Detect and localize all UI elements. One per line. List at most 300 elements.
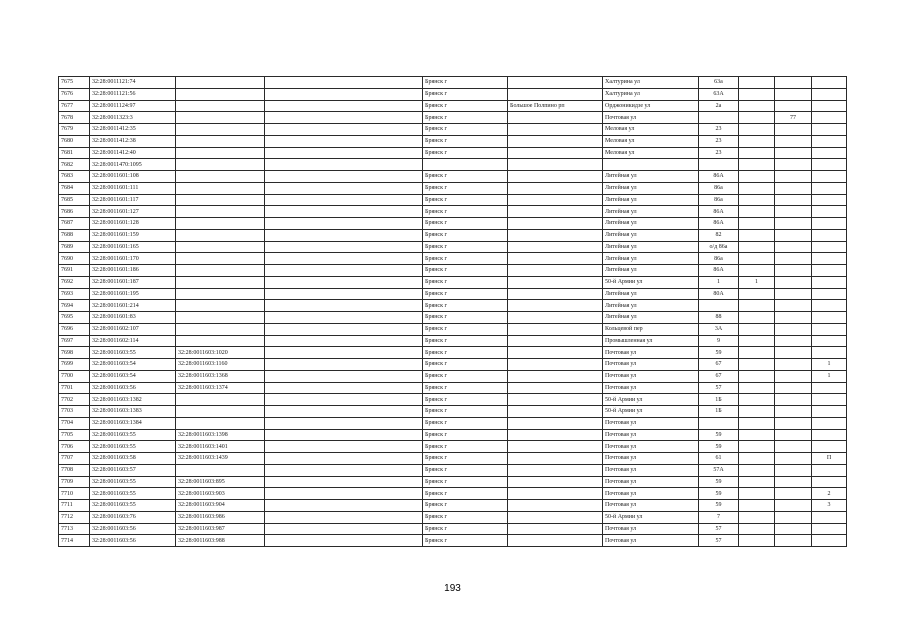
street-cell: Литейная ул bbox=[603, 171, 699, 183]
table-row bbox=[59, 488, 847, 500]
extra-c-cell bbox=[775, 241, 812, 253]
street-cell: Литейная ул bbox=[603, 288, 699, 300]
extra-d-cell bbox=[812, 276, 847, 288]
extra-b-cell bbox=[739, 441, 775, 453]
table-row bbox=[59, 147, 847, 159]
city-cell: Брянск г bbox=[423, 229, 508, 241]
settlement-cell bbox=[508, 88, 603, 100]
city-cell: Брянск г bbox=[423, 359, 508, 371]
extra-b-cell bbox=[739, 147, 775, 159]
house-number-cell: 61 bbox=[699, 453, 739, 465]
cadastral-number-cell: 32:28:0011603:57 bbox=[90, 464, 176, 476]
city-cell: Брянск г bbox=[423, 441, 508, 453]
house-number-cell: 59 bbox=[699, 476, 739, 488]
table-row bbox=[59, 429, 847, 441]
table-row bbox=[59, 476, 847, 488]
cadastral-number-cell: 32:28:0011603:56 bbox=[90, 382, 176, 394]
extra-d-cell bbox=[812, 464, 847, 476]
empty-column-cell bbox=[265, 488, 423, 500]
house-number-cell: 82 bbox=[699, 229, 739, 241]
house-number-cell: 59 bbox=[699, 488, 739, 500]
row-number-cell: 7681 bbox=[59, 147, 90, 159]
extra-b-cell bbox=[739, 511, 775, 523]
extra-b-cell bbox=[739, 370, 775, 382]
extra-c-cell bbox=[775, 488, 812, 500]
cadastral-number-cell: 32:28:0011603:76 bbox=[90, 511, 176, 523]
extra-c-cell bbox=[775, 276, 812, 288]
street-cell: Литейная ул bbox=[603, 241, 699, 253]
cadastral-number-cell: 32:28:0011412:38 bbox=[90, 135, 176, 147]
house-number-cell: 86а bbox=[699, 182, 739, 194]
related-cadastral-number-cell: 32:28:0011603:986 bbox=[176, 511, 265, 523]
related-cadastral-number-cell bbox=[176, 77, 265, 89]
street-cell: Почтовая ул bbox=[603, 523, 699, 535]
extra-d-cell bbox=[812, 147, 847, 159]
extra-c-cell bbox=[775, 147, 812, 159]
row-number-cell: 7707 bbox=[59, 453, 90, 465]
extra-c-cell bbox=[775, 253, 812, 265]
row-number-cell: 7679 bbox=[59, 124, 90, 136]
house-number-cell: 9 bbox=[699, 335, 739, 347]
table-row bbox=[59, 523, 847, 535]
extra-c-cell bbox=[775, 359, 812, 371]
house-number-cell bbox=[699, 300, 739, 312]
cadastral-number-cell: 32:28:0011124:97 bbox=[90, 100, 176, 112]
empty-column-cell bbox=[265, 511, 423, 523]
empty-column-cell bbox=[265, 464, 423, 476]
extra-c-cell bbox=[775, 182, 812, 194]
empty-column-cell bbox=[265, 276, 423, 288]
cadastral-number-cell: 32:28:0011603:58 bbox=[90, 453, 176, 465]
house-number-cell: 86А bbox=[699, 206, 739, 218]
related-cadastral-number-cell: 32:28:0011603:904 bbox=[176, 500, 265, 512]
table-row bbox=[59, 335, 847, 347]
house-number-cell: 67 bbox=[699, 370, 739, 382]
extra-d-cell bbox=[812, 265, 847, 277]
street-cell: Почтовая ул bbox=[603, 500, 699, 512]
house-number-cell: 59 bbox=[699, 500, 739, 512]
street-cell: 50-й Армии ул bbox=[603, 406, 699, 418]
settlement-cell bbox=[508, 535, 603, 547]
extra-c-cell bbox=[775, 229, 812, 241]
extra-d-cell bbox=[812, 394, 847, 406]
extra-c-cell bbox=[775, 441, 812, 453]
row-number-cell: 7711 bbox=[59, 500, 90, 512]
settlement-cell bbox=[508, 511, 603, 523]
settlement-cell bbox=[508, 241, 603, 253]
house-number-cell: 7 bbox=[699, 511, 739, 523]
empty-column-cell bbox=[265, 77, 423, 89]
city-cell: Брянск г bbox=[423, 417, 508, 429]
city-cell: Брянск г bbox=[423, 464, 508, 476]
row-number-cell: 7698 bbox=[59, 347, 90, 359]
settlement-cell bbox=[508, 112, 603, 124]
empty-column-cell bbox=[265, 453, 423, 465]
row-number-cell: 7703 bbox=[59, 406, 90, 418]
extra-b-cell bbox=[739, 182, 775, 194]
empty-column-cell bbox=[265, 523, 423, 535]
empty-column-cell bbox=[265, 147, 423, 159]
extra-d-cell: П bbox=[812, 453, 847, 465]
row-number-cell: 7699 bbox=[59, 359, 90, 371]
house-number-cell: 1 bbox=[699, 276, 739, 288]
city-cell: Брянск г bbox=[423, 370, 508, 382]
empty-column-cell bbox=[265, 288, 423, 300]
cadastral-number-cell: 32:28:0011603:55 bbox=[90, 441, 176, 453]
extra-b-cell bbox=[739, 323, 775, 335]
street-cell: Почтовая ул bbox=[603, 488, 699, 500]
city-cell: Брянск г bbox=[423, 147, 508, 159]
related-cadastral-number-cell: 32:28:0011603:1401 bbox=[176, 441, 265, 453]
extra-c-cell bbox=[775, 406, 812, 418]
extra-d-cell bbox=[812, 441, 847, 453]
city-cell: Брянск г bbox=[423, 218, 508, 230]
extra-b-cell bbox=[739, 312, 775, 324]
related-cadastral-number-cell: 32:28:0011603:1368 bbox=[176, 370, 265, 382]
city-cell: Брянск г bbox=[423, 312, 508, 324]
extra-d-cell: 2 bbox=[812, 488, 847, 500]
city-cell: Брянск г bbox=[423, 171, 508, 183]
related-cadastral-number-cell bbox=[176, 218, 265, 230]
extra-d-cell bbox=[812, 347, 847, 359]
empty-column-cell bbox=[265, 159, 423, 171]
related-cadastral-number-cell bbox=[176, 312, 265, 324]
related-cadastral-number-cell bbox=[176, 335, 265, 347]
related-cadastral-number-cell: 32:28:0011603:903 bbox=[176, 488, 265, 500]
related-cadastral-number-cell bbox=[176, 417, 265, 429]
extra-d-cell bbox=[812, 523, 847, 535]
extra-d-cell bbox=[812, 135, 847, 147]
settlement-cell bbox=[508, 276, 603, 288]
extra-c-cell bbox=[775, 535, 812, 547]
extra-d-cell: 1 bbox=[812, 359, 847, 371]
extra-b-cell bbox=[739, 500, 775, 512]
house-number-cell: 57А bbox=[699, 464, 739, 476]
extra-d-cell bbox=[812, 77, 847, 89]
cadastral-number-cell: 32:28:0011603:1384 bbox=[90, 417, 176, 429]
street-cell: Почтовая ул bbox=[603, 535, 699, 547]
related-cadastral-number-cell bbox=[176, 100, 265, 112]
street-cell: 50-й Армии ул bbox=[603, 276, 699, 288]
row-number-cell: 7701 bbox=[59, 382, 90, 394]
house-number-cell: 86а bbox=[699, 194, 739, 206]
house-number-cell bbox=[699, 159, 739, 171]
city-cell: Брянск г bbox=[423, 206, 508, 218]
street-cell: Литейная ул bbox=[603, 300, 699, 312]
street-cell: Литейная ул bbox=[603, 182, 699, 194]
city-cell: Брянск г bbox=[423, 100, 508, 112]
settlement-cell bbox=[508, 417, 603, 429]
settlement-cell bbox=[508, 265, 603, 277]
street-cell: Литейная ул bbox=[603, 206, 699, 218]
street-cell: Почтовая ул bbox=[603, 464, 699, 476]
street-cell: Промышленная ул bbox=[603, 335, 699, 347]
house-number-cell: 80А bbox=[699, 288, 739, 300]
related-cadastral-number-cell bbox=[176, 229, 265, 241]
extra-d-cell: 3 bbox=[812, 500, 847, 512]
empty-column-cell bbox=[265, 135, 423, 147]
house-number-cell: 57 bbox=[699, 382, 739, 394]
related-cadastral-number-cell bbox=[176, 88, 265, 100]
row-number-cell: 7693 bbox=[59, 288, 90, 300]
settlement-cell bbox=[508, 441, 603, 453]
extra-d-cell bbox=[812, 100, 847, 112]
settlement-cell bbox=[508, 488, 603, 500]
table-row bbox=[59, 441, 847, 453]
street-cell: 50-й Армии ул bbox=[603, 394, 699, 406]
extra-d-cell bbox=[812, 218, 847, 230]
extra-b-cell bbox=[739, 523, 775, 535]
table-row bbox=[59, 417, 847, 429]
settlement-cell bbox=[508, 253, 603, 265]
extra-b-cell bbox=[739, 159, 775, 171]
related-cadastral-number-cell bbox=[176, 241, 265, 253]
settlement-cell bbox=[508, 476, 603, 488]
extra-b-cell bbox=[739, 194, 775, 206]
extra-c-cell bbox=[775, 100, 812, 112]
house-number-cell: 3А bbox=[699, 323, 739, 335]
table-row bbox=[59, 206, 847, 218]
table-body bbox=[59, 77, 847, 547]
empty-column-cell bbox=[265, 312, 423, 324]
city-cell: Брянск г bbox=[423, 335, 508, 347]
city-cell: Брянск г bbox=[423, 88, 508, 100]
extra-d-cell bbox=[812, 382, 847, 394]
house-number-cell bbox=[699, 417, 739, 429]
house-number-cell bbox=[699, 112, 739, 124]
row-number-cell: 7678 bbox=[59, 112, 90, 124]
extra-d-cell bbox=[812, 229, 847, 241]
empty-column-cell bbox=[265, 229, 423, 241]
extra-c-cell bbox=[775, 370, 812, 382]
table-row bbox=[59, 453, 847, 465]
street-cell: Кольцевой пер bbox=[603, 323, 699, 335]
settlement-cell bbox=[508, 159, 603, 171]
street-cell bbox=[603, 159, 699, 171]
row-number-cell: 7683 bbox=[59, 171, 90, 183]
empty-column-cell bbox=[265, 88, 423, 100]
settlement-cell bbox=[508, 464, 603, 476]
row-number-cell: 7702 bbox=[59, 394, 90, 406]
table-row bbox=[59, 511, 847, 523]
city-cell: Брянск г bbox=[423, 488, 508, 500]
settlement-cell bbox=[508, 323, 603, 335]
empty-column-cell bbox=[265, 535, 423, 547]
row-number-cell: 7687 bbox=[59, 218, 90, 230]
extra-d-cell bbox=[812, 124, 847, 136]
settlement-cell bbox=[508, 288, 603, 300]
extra-d-cell bbox=[812, 535, 847, 547]
empty-column-cell bbox=[265, 124, 423, 136]
city-cell: Брянск г bbox=[423, 500, 508, 512]
settlement-cell bbox=[508, 394, 603, 406]
street-cell: Почтовая ул bbox=[603, 112, 699, 124]
cadastral-number-cell: 32:28:0011601:111 bbox=[90, 182, 176, 194]
empty-column-cell bbox=[265, 112, 423, 124]
row-number-cell: 7690 bbox=[59, 253, 90, 265]
empty-column-cell bbox=[265, 323, 423, 335]
extra-d-cell bbox=[812, 206, 847, 218]
house-number-cell: 57 bbox=[699, 535, 739, 547]
cadastral-number-cell: 32:28:0011603:55 bbox=[90, 476, 176, 488]
extra-b-cell bbox=[739, 464, 775, 476]
extra-b-cell bbox=[739, 335, 775, 347]
city-cell: Брянск г bbox=[423, 406, 508, 418]
cadastral-number-cell: 32:28:0011603:56 bbox=[90, 523, 176, 535]
row-number-cell: 7706 bbox=[59, 441, 90, 453]
street-cell: Литейная ул bbox=[603, 253, 699, 265]
street-cell: Халтурина ул bbox=[603, 77, 699, 89]
table-row bbox=[59, 535, 847, 547]
street-cell: Почтовая ул bbox=[603, 453, 699, 465]
extra-c-cell bbox=[775, 464, 812, 476]
extra-b-cell bbox=[739, 347, 775, 359]
settlement-cell bbox=[508, 218, 603, 230]
cadastral-number-cell: 32:28:0011601:159 bbox=[90, 229, 176, 241]
related-cadastral-number-cell bbox=[176, 406, 265, 418]
cadastral-number-cell: 32:28:0011470:1095 bbox=[90, 159, 176, 171]
row-number-cell: 7695 bbox=[59, 312, 90, 324]
extra-c-cell bbox=[775, 312, 812, 324]
extra-d-cell bbox=[812, 429, 847, 441]
street-cell: Почтовая ул bbox=[603, 417, 699, 429]
extra-b-cell bbox=[739, 171, 775, 183]
extra-d-cell: 1 bbox=[812, 370, 847, 382]
table-row bbox=[59, 135, 847, 147]
extra-d-cell bbox=[812, 312, 847, 324]
related-cadastral-number-cell: 32:28:0011603:1020 bbox=[176, 347, 265, 359]
related-cadastral-number-cell bbox=[176, 276, 265, 288]
street-cell: 50-й Армии ул bbox=[603, 511, 699, 523]
house-number-cell: 23 bbox=[699, 147, 739, 159]
settlement-cell bbox=[508, 406, 603, 418]
extra-b-cell: 1 bbox=[739, 276, 775, 288]
extra-b-cell bbox=[739, 429, 775, 441]
street-cell: Халтурина ул bbox=[603, 88, 699, 100]
street-cell: Почтовая ул bbox=[603, 359, 699, 371]
extra-d-cell bbox=[812, 476, 847, 488]
city-cell: Брянск г bbox=[423, 523, 508, 535]
settlement-cell: Большое Полпино рп bbox=[508, 100, 603, 112]
empty-column-cell bbox=[265, 241, 423, 253]
cadastral-number-cell: 32:28:0011602:107 bbox=[90, 323, 176, 335]
cadastral-number-cell: 32:28:0011601:108 bbox=[90, 171, 176, 183]
cadastral-number-cell: 32:28:0011412:35 bbox=[90, 124, 176, 136]
city-cell: Брянск г bbox=[423, 77, 508, 89]
house-number-cell: 1Б bbox=[699, 406, 739, 418]
settlement-cell bbox=[508, 335, 603, 347]
related-cadastral-number-cell: 32:28:0011603:988 bbox=[176, 535, 265, 547]
cadastral-number-cell: 32:28:0011412:40 bbox=[90, 147, 176, 159]
extra-c-cell bbox=[775, 288, 812, 300]
empty-column-cell bbox=[265, 359, 423, 371]
row-number-cell: 7710 bbox=[59, 488, 90, 500]
empty-column-cell bbox=[265, 206, 423, 218]
table-row bbox=[59, 288, 847, 300]
extra-c-cell bbox=[775, 88, 812, 100]
cadastral-number-cell: 32:28:0011603:55 bbox=[90, 429, 176, 441]
related-cadastral-number-cell: 32:28:0011603:895 bbox=[176, 476, 265, 488]
city-cell: Брянск г bbox=[423, 394, 508, 406]
table-row bbox=[59, 323, 847, 335]
related-cadastral-number-cell bbox=[176, 300, 265, 312]
city-cell: Брянск г bbox=[423, 535, 508, 547]
city-cell: Брянск г bbox=[423, 276, 508, 288]
related-cadastral-number-cell bbox=[176, 147, 265, 159]
empty-column-cell bbox=[265, 382, 423, 394]
table-row bbox=[59, 500, 847, 512]
cadastral-number-cell: 32:28:0011601:186 bbox=[90, 265, 176, 277]
extra-d-cell bbox=[812, 417, 847, 429]
empty-column-cell bbox=[265, 500, 423, 512]
street-cell: Литейная ул bbox=[603, 312, 699, 324]
settlement-cell bbox=[508, 124, 603, 136]
settlement-cell bbox=[508, 77, 603, 89]
row-number-cell: 7685 bbox=[59, 194, 90, 206]
related-cadastral-number-cell bbox=[176, 182, 265, 194]
extra-b-cell bbox=[739, 218, 775, 230]
related-cadastral-number-cell bbox=[176, 194, 265, 206]
extra-d-cell bbox=[812, 406, 847, 418]
empty-column-cell bbox=[265, 394, 423, 406]
cadastral-number-cell: 32:28:0011603:55 bbox=[90, 347, 176, 359]
settlement-cell bbox=[508, 312, 603, 324]
city-cell: Брянск г bbox=[423, 382, 508, 394]
extra-b-cell bbox=[739, 241, 775, 253]
extra-c-cell bbox=[775, 500, 812, 512]
street-cell: Орджоникидзе ул bbox=[603, 100, 699, 112]
city-cell: Брянск г bbox=[423, 135, 508, 147]
city-cell: Брянск г bbox=[423, 194, 508, 206]
extra-b-cell bbox=[739, 417, 775, 429]
row-number-cell: 7700 bbox=[59, 370, 90, 382]
extra-d-cell bbox=[812, 288, 847, 300]
extra-b-cell bbox=[739, 100, 775, 112]
street-cell: Почтовая ул bbox=[603, 441, 699, 453]
extra-b-cell bbox=[739, 253, 775, 265]
city-cell: Брянск г bbox=[423, 112, 508, 124]
row-number-cell: 7680 bbox=[59, 135, 90, 147]
settlement-cell bbox=[508, 347, 603, 359]
extra-c-cell bbox=[775, 476, 812, 488]
extra-b-cell bbox=[739, 288, 775, 300]
city-cell: Брянск г bbox=[423, 453, 508, 465]
house-number-cell: 86А bbox=[699, 171, 739, 183]
extra-c-cell bbox=[775, 218, 812, 230]
row-number-cell: 7691 bbox=[59, 265, 90, 277]
table-row bbox=[59, 218, 847, 230]
street-cell: Почтовая ул bbox=[603, 429, 699, 441]
settlement-cell bbox=[508, 382, 603, 394]
extra-c-cell bbox=[775, 523, 812, 535]
row-number-cell: 7675 bbox=[59, 77, 90, 89]
table-row bbox=[59, 171, 847, 183]
extra-c-cell bbox=[775, 394, 812, 406]
row-number-cell: 7704 bbox=[59, 417, 90, 429]
related-cadastral-number-cell: 32:28:0011603:1439 bbox=[176, 453, 265, 465]
cadastral-number-cell: 32:28:0011601:83 bbox=[90, 312, 176, 324]
table-row bbox=[59, 265, 847, 277]
row-number-cell: 7705 bbox=[59, 429, 90, 441]
cadastral-number-cell: 32:28:0011603:55 bbox=[90, 500, 176, 512]
extra-c-cell bbox=[775, 206, 812, 218]
extra-c-cell bbox=[775, 77, 812, 89]
city-cell: Брянск г bbox=[423, 182, 508, 194]
cadastral-number-cell: 32:28:0011603:1382 bbox=[90, 394, 176, 406]
house-number-cell: 2а bbox=[699, 100, 739, 112]
related-cadastral-number-cell: 32:28:0011603:987 bbox=[176, 523, 265, 535]
settlement-cell bbox=[508, 370, 603, 382]
